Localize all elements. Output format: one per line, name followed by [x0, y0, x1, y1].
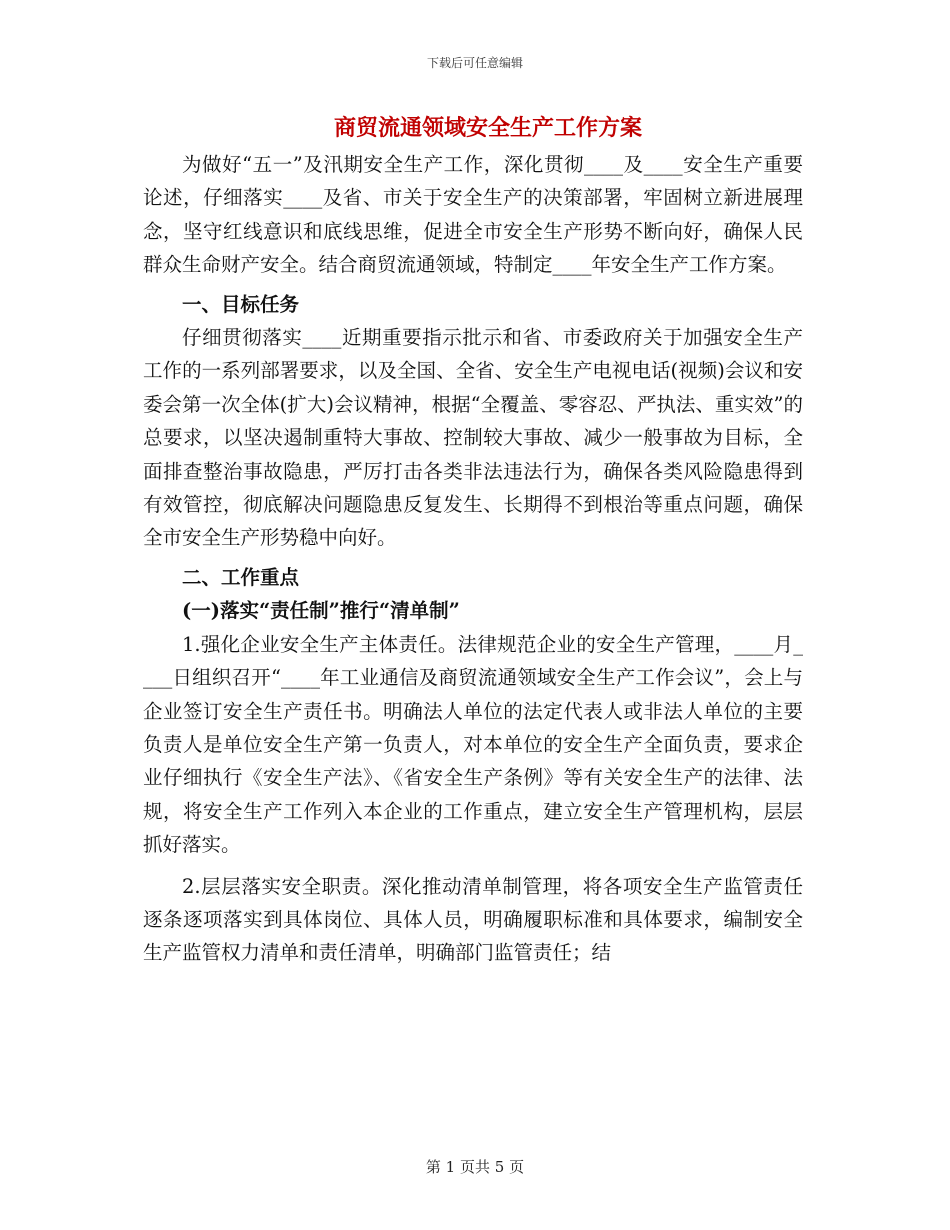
item1-paragraph: 1.强化企业安全生产主体责任。法律规范企业的安全生产管理，____月____日组织召开“____年工业通信及商贸流通领域安全生产工作会议”，会上与企业签订安全生产责任书。明确法人单位的法定代表人或非法人单位的主要负责人是单位安全生产第一负责人，对本单位的安全生产全面负责，要求企业仔细执行《安全生产法》、《省安全生产条例》等有关安全生产的法律、法规，将安全生产工作列入本企业的工作重点，建立安全生产管理机构，层层抓好落实。	[143, 632, 803, 857]
section1-paragraph: 仔细贯彻落实____近期重要指示批示和省、市委政府关于加强安全生产工作的一系列部署要求，以及全国、全省、安全生产电视电话(视频)会议和安委会第一次全体(扩大)会议精神，根据“全覆盖、零容忍、严执法、重实效”的总要求，以坚决遏制重特大事故、控制较大事故、减少一般事故为目标，全面排查整治事故隐患，严厉打击各类非法违法行为，确保各类风险隐患得到有效管控，彻底解决问题隐患反复发生、长期得不到根治等重点问题，确保全市安全生产形势稳中向好。	[143, 326, 803, 550]
header-note: 下载后可任意编辑	[426, 56, 523, 70]
intro-paragraph: 为做好“五一”及汛期安全生产工作，深化贯彻____及____安全生产重要论述，仔细落实____及省、市关于安全生产的决策部署，牢固树立新进展理念，坚守红线意识和底线思维，促进全市安全生产形势不断向好，确保人民群众生命财产安全。结合商贸流通领域，特制定____年安全生产工作方案。	[143, 153, 803, 277]
section2-heading: 二、工作重点	[182, 565, 300, 589]
document-title: 商贸流通领域安全生产工作方案	[333, 115, 642, 141]
page-number: 第 1 页共 5 页	[425, 1158, 525, 1176]
document-page	[143, 108, 803, 970]
item2-paragraph: 2.层层落实安全职责。深化推动清单制管理，将各项安全生产监管责任逐条逐项落实到具体岗位、具体人员，明确履职标准和具体要求，编制安全生产监管权力清单和责任清单，明确部门监管责任；结	[143, 874, 803, 965]
section1-heading: 一、目标任务	[182, 292, 300, 316]
subsection1-heading: (一)落实“责任制”推行“清单制”	[182, 599, 460, 623]
